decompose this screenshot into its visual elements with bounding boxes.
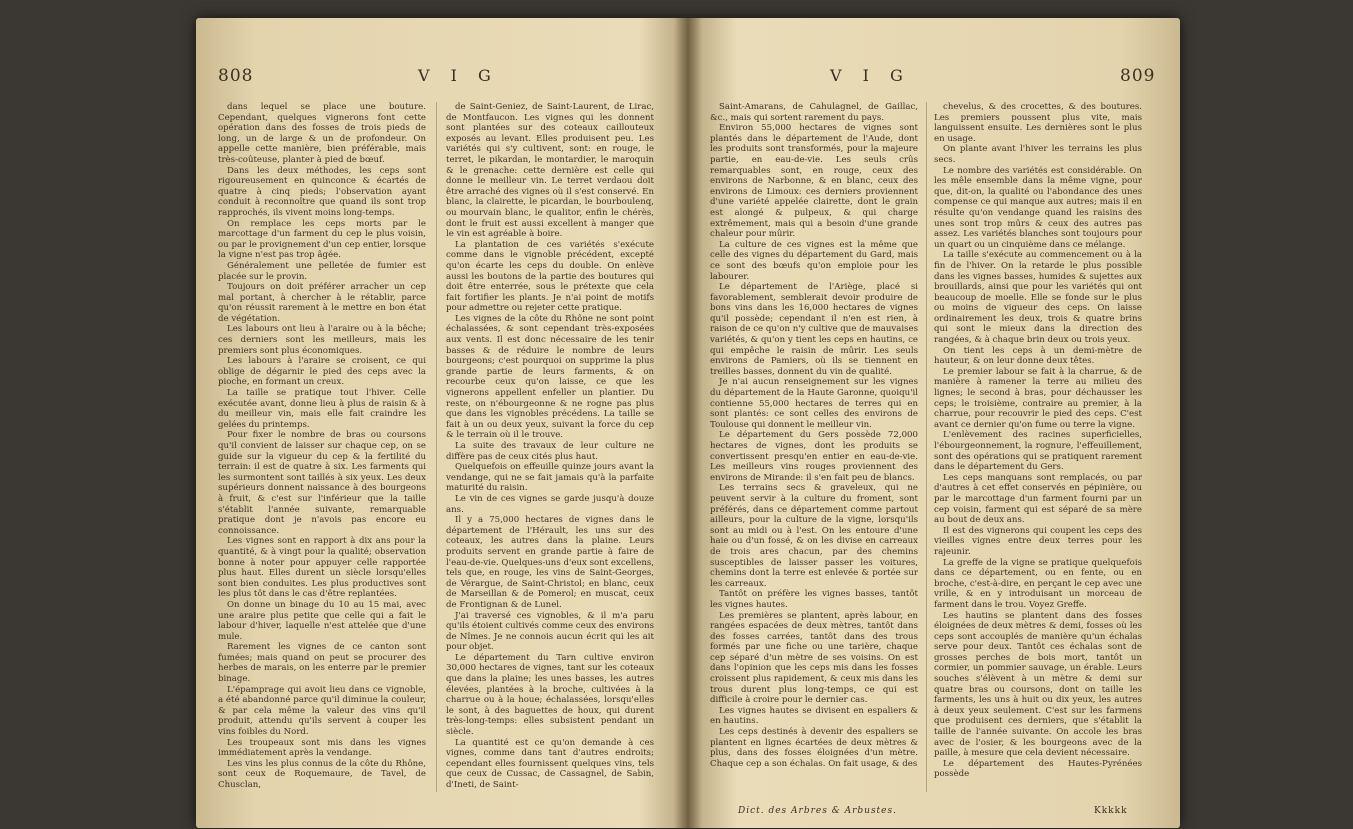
paragraph: Les ceps destinés à devenir des espaliers se plantent en lignes écartées de deux mètres & plus, dans des fosses éloignées d'un mètre. Chaque cep a son échalas. On fait usage, & des [710,727,918,769]
paragraph: Dans les deux méthodes, les ceps sont rigoureusement en quinconce & écartés de quatre à cinq pieds; l'observation ayant conduit à reconnoître que quand ils sont trop rapprochés, ils vivent moins long-temps. [218,165,426,218]
paragraph: On plante avant l'hiver les terrains les plus secs. [934,144,1142,165]
paragraph: L'épamprage qui avoit lieu dans ce vignoble, a été abandonné parce qu'il diminue la couleur, & par cela même la valeur des vins qu'il produit, attendu qu'ils servent à couper les vins foibles du Nord. [218,684,426,738]
paragraph: Les vignes de la côte du Rhône ne sont point échalassées, & sont cependant très-exposées aux vents. Il est donc nécessaire de les tenir basses & de réduire le nombre de leurs bourgeons; c'est pourquoi on supprime la plus grande partie de leurs farments, & on recourbe ceux qu'on laisse, ce que les vignerons appellent enfeller un plantier. Du reste, on n'ébourgeonne & ne rogne pas plus que dans les vignobles précédens. La taille se fait à un ou deux yeux, suivant la force du cep & le terrain où il le trouve. [446,313,654,441]
paragraph: Les premières se plantent, après labour, en rangées espacées de deux mètres, tantôt dans des fosses carrées, tantôt dans des trous formés par une fiche ou une tarière, chaque cep séparé d'un mètre de ses voisins. On est dans l'opinion que les ceps mis dans les fosses croissent plus rapidement, & ceux mis dans les trous durent plus long-temps, ce qui est difficile à croire pour le dernier cas. [710,610,918,706]
paragraph: Les labours ont lieu à l'araire ou à la bêche; ces derniers sont les meilleurs, mais les premiers sont plus économiques. [218,324,426,356]
paragraph: Le département du Tarn cultive environ 30,000 hectares de vignes, tant sur les coteaux que dans la plaine; les unes basses, les autres élevées, plantées à la broche, cultivées à la charrue ou à la houe; échalassées, lorsqu'elles le sont, à des baguettes de houx, qui durent très-long-temps: elles subsistent pendant un siècle. [446,652,654,738]
left-page [196,18,678,828]
paragraph: Le nombre des variétés est considérable. On les mêle ensemble dans la même vigne, pour que, dit-on, la qualité ou l'abondance des unes compense ce qui manque aux autres; mais il en résulte qu'on vendange quand les raisins des unes sont trop mûrs & ceux des autres pas assez. Les variétés blanches sont toujours pour un quart ou un cinquième dans ce mélange. [934,165,1142,250]
paragraph: Environ 55,000 hectares de vignes sont plantés dans le département de l'Aude, dont les produits sont transformés, pour la majeure partie, en eau-de-vie. Les seuls crûs remarquables sont, en rouge, ceux des environs de Narbonne, & en blanc, ceux des environs de Limoux: ces derniers proviennent d'une variété appelée clairette, dont le grain est alongé & pulpeux, & qui charge extrêmement, mais qui a besoin d'une grande chaleur pour mûrir. [710,123,918,240]
signature-mark: Kkkkk [1094,806,1128,816]
paragraph: Les hautins se plantent dans des fosses éloignées de deux mètres & demi, fosses où les ceps sont accouplés de manière qu'un échalas serve pour deux. Tantôt ces échalas sont de grosses perches de bois mort, tantôt un cormier, un pommier sauvage, un érable. Leurs souches s'élèvent à un mètre & demi sur quatre bras ou coursons, dont on taille les farments, les uns à huit ou dix yeux, les autres à deux yeux seulement. C'est sur les farmens que produisent ces derniers, que s'établit la taille de l'année suivante. On accole les bras avec de l'osier, & les bourgeons avec de la paille, à mesure que cela devient nécessaire. [934,610,1142,759]
paragraph: dans lequel se place une bouture. Cependant, quelques vignerons font cette opération dans des fosses de trois pieds de long, un de large & un de profondeur. On appelle cette manière, bien préférable, mais très-coûteuse, planter à pied de bœuf. [218,102,426,165]
signature-line-title: Dict. des Arbres & Arbustes. [738,806,897,816]
paragraph: J'ai traversé ces vignobles, & il m'a paru qu'ils étoient cultivés comme ceux des environs de Nîmes. Je ne connois aucun écrit qui les ait pour objet. [446,610,654,653]
left-running-head [218,66,658,88]
paragraph: Toujours on doit préférer arracher un cep mal portant, à chercher à le rétablir, parce qu'on réussit rarement à le mettre en bon état de végétation. [218,282,426,324]
paragraph: Les troupeaux sont mis dans les vignes immédiatement après la vendange. [218,737,426,759]
left-running-title: V I G [418,66,499,85]
paragraph: de Saint-Geniez, de Saint-Laurent, de Lirac, de Montfaucon. Les vignes qui les donnent sont plantées sur des coteaux caillouteux exposés au levant. Elles produisent peu. Les variétés qui s'y cultivent, sont: en rouge, le terret, le pikardan, le montardier, le maroquin & le grenache: cette dernière est celle qui donne le meilleur vin. Le terret verdaou doit être arraché des vignes où il s'est conservé. En blanc, la clairette, le picardan, le bourboulenq, ou mourvain blanc, le qualitor, enfin le chérès, dont le fruit est aussi excellent à manger que le vin est agréable à boire. [446,102,654,240]
open-book-scan [196,18,1180,828]
paragraph: Il est des vignerons qui coupent les ceps des vieilles vignes entre deux terres pour les rajeunir. [934,525,1142,557]
right-column-1 [710,102,918,802]
paragraph: Rarement les vignes de ce canton sont fumées; mais quand on peut se procurer des herbes de marais, on les enterre par le premier binage. [218,642,426,685]
paragraph: Généralement une pelletée de fumier est placée sur le provin. [218,260,426,282]
paragraph: Les vins les plus connus de la côte du Rhône, sont ceux de Roquemaure, de Tavel, de Chusclan, [218,758,426,790]
right-running-head [710,66,1162,88]
paragraph: Les terrains secs & graveleux, qui ne peuvent servir à la culture du froment, sont préférés, dans ce département comme partout ailleurs, pour la culture de la vigne, lorsqu'ils sont au midi ou à l'est. On les entoure d'une haie ou d'un fossé, & on les divise en carreaux de trois ares chacun, par des chemins susceptibles de laisser passer les voitures, chemins dont la terre est enlevée & portée sur les carreaux. [710,483,918,589]
right-running-title: V I G [830,66,911,85]
right-page [698,18,1180,828]
paragraph: On remplace les ceps morts par le marcottage d'un farment du cep le plus voisin, ou par le provignement d'un cep entier, lorsque la vigne n'est pas trop âgée. [218,218,426,261]
right-page-number: 809 [1120,66,1156,86]
left-page-number: 808 [218,66,254,86]
paragraph: Les ceps manquans sont remplacés, ou par d'autres à cet effet conservés en pépinière, ou par le marcottage d'un farment fourni par un cep voisin, farment qui est séparé de sa mère au bout de deux ans. [934,472,1142,526]
left-column-2 [446,102,654,802]
paragraph: Les labours à l'araire se croisent, ce qui oblige de dégarnir le pied des ceps avec la pioche, en formant un creux. [218,356,426,388]
left-column-1 [218,102,426,802]
paragraph: Le département du Gers possède 72,000 hectares de vignes, dont les produits se convertissent presqu'en entier en eau-de-vie. Les meilleurs vins rouges proviennent des environs de Mirande: il s'en fait peu de blancs. [710,430,918,483]
paragraph: On tient les ceps à un demi-mètre de hauteur, & on leur donne deux têtes. [934,345,1142,367]
right-column-2 [934,102,1142,802]
paragraph: La taille se pratique tout l'hiver. Celle exécutée avant, donne lieu à plus de raisin & à du meilleur vin, mais elle fait craindre les gelées du printemps. [218,388,426,430]
column-divider [926,102,927,792]
paragraph: Je n'ai aucun renseignement sur les vignes du département de la Haute Garonne, quoiqu'il contienne 55,000 hectares de terres qui en sont plantés: ce sont celles des environs de Toulouse qui donnent le meilleur vin. [710,377,918,430]
paragraph: chevelus, & des crocettes, & des boutures. Les premiers poussent plus vite, mais languissent ensuite. Les dernières sont le plus en usage. [934,102,1142,144]
paragraph: L'enlèvement des racines superficielles, l'ébourgeonnement, la rognure, l'effeuillement, sont des opérations qui se pratiquent rarement dans le département du Gers. [934,430,1142,473]
paragraph: On donne un binage du 10 au 15 mai, avec une araire plus petite que celle qui a fait le labour d'hiver, laquelle n'est attelée que d'une mule. [218,599,426,642]
paragraph: La greffe de la vigne se pratique quelquefois dans ce département, ou en fente, ou en broche, c'est-à-dire, en perçant le cep avec une vrille, & en y introduisant un morceau de farment dans le trou. Voyez Greffe. [934,557,1142,610]
paragraph: Tantôt on préfère les vignes basses, tantôt les vignes hautes. [710,589,918,610]
paragraph: La taille s'exécute au commencement ou à la fin de l'hiver. On la retarde le plus possible dans les vignes basses, humides & sujettes aux brouillards, ainsi que pour les variétés qui ont beaucoup de moelle. Elle se fonde sur le plus ou moins de vigueur des ceps. On laisse ordinairement les deux, trois & quatre brins qui sont le mieux dans la direction des rangées, & à chaque brin deux ou trois yeux. [934,250,1142,346]
column-divider [436,102,437,792]
paragraph: Quelquefois on effeuille quinze jours avant la vendange, qui ne se fait jamais qu'à la parfaite maturité du raisin. [446,462,654,494]
paragraph: La plantation de ces variétés s'exécute comme dans le vignoble précédent, excepté qu'on écarte les ceps du double. On enlève aussi les boutons de la partie des boutures qui doit être enterrée, sous le prétexte que cela fait fortifier les plants. Je n'ai point de motifs pour admettre ou rejeter cette pratique. [446,239,654,314]
paragraph: Les vignes hautes se divisent en espaliers & en hautins. [710,705,918,727]
paragraph: Pour fixer le nombre de bras ou coursons qu'il convient de laisser sur chaque cep, on se guide sur la vigueur du cep & la fertilité du terrain: il est de quatre à six. Les farments qui les surmontent sont taillés à six yeux. Les deux supérieurs donnent naissance à des bourgeons à fruit, & c'est sur l'inférieur que la taille s'établit l'année suivante, remarquable pratique dont je n'avois pas encore eu connoissance. [218,430,426,536]
paragraph: Saint-Amarans, de Cahulagnel, de Gaillac, &c., mais qui sortent rarement du pays. [710,102,918,123]
paragraph: Le premier labour se fait à la charrue, & de manière à ramener la terre au milieu des lignes; le second à bras, pour déchausser les ceps; le troisième, contraire au premier, à la charrue, pour recouvrir le pied des ceps. C'est avant ce dernier qu'on fume ou terre la vigne. [934,366,1142,430]
paragraph: Il y a 75,000 hectares de vignes dans le département de l'Hérault, les uns sur des coteaux, les autres dans la plaine. Leurs produits servent en grande partie à faire de l'eau-de-vie. Quelques-uns d'eux sont excellens, tels que, en rouge, les vins de Saint-Georges, de Vérargue, de Saint-Christol; en blanc, ceux de Marseillan & de Pomerol; en muscat, ceux de Frontignan & de Lunel. [446,515,654,610]
paragraph: La quantité est ce qu'on demande à ces vignes, comme dans tant d'autres endroits; cependant elles fournissent quelques vins, tels que ceux de Cussac, de Cassagnel, de Sabin, d'Ineti, de Saint- [446,737,654,790]
paragraph: La culture de ces vignes est la même que celle des vignes du département du Gard, mais ce sont des bœufs qu'on emploie pour les labourer. [710,239,918,282]
paragraph: Le vin de ces vignes se garde jusqu'à douze ans. [446,493,654,515]
paragraph: Les vignes sont en rapport à dix ans pour la quantité, & à vingt pour la qualité; observation bonne à noter pour appuyer celle rapportée plus haut. Elles durent un siècle lorsqu'elles sont bien conduites. Les plus productives sont les plus tôt dans le cas d'être replantées. [218,536,426,600]
paragraph: La suite des travaux de leur culture ne diffère pas de ceux cités plus haut. [446,441,654,462]
paragraph: Le département des Hautes-Pyrénées possède [934,758,1142,780]
paragraph: Le département de l'Ariège, placé si favorablement, semblerait devoir produire de bons vins dans les 16,000 hectares de vignes qu'il possède; cependant il n'en est rien, à raison de ce qu'on n'y cultive que de mauvaises variétés, & qu'on y tient les ceps en hautins, ce qui empêche le raisin de mûrir. Les seuls environs de Pamiers, où ils se tiennent en treilles basses, donnent du vin de qualité. [710,282,918,377]
